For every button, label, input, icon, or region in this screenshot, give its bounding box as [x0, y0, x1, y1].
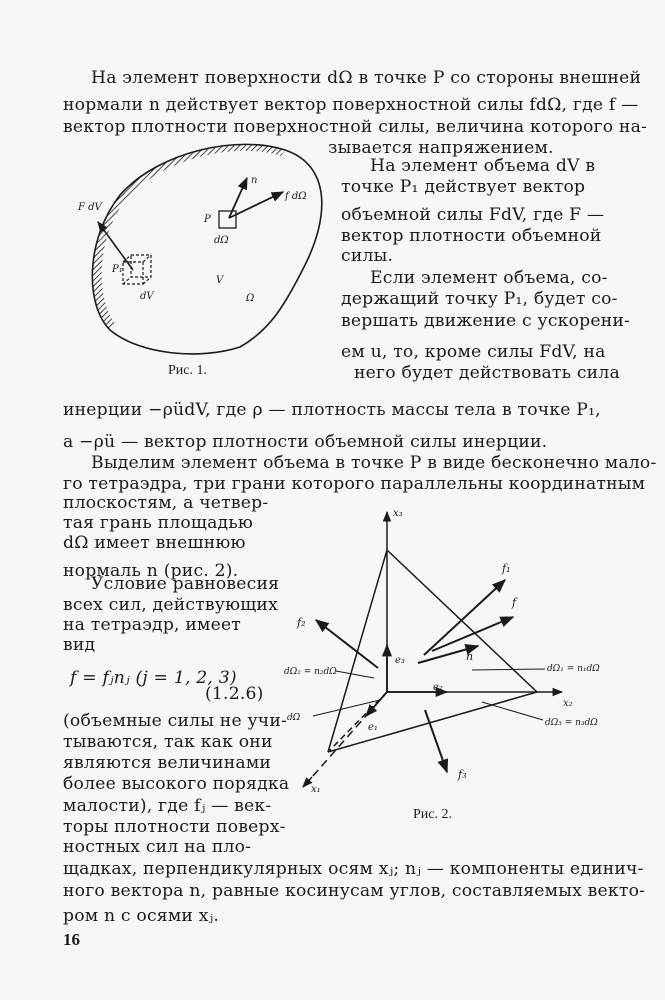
text-line-26: вид	[63, 635, 96, 655]
fig2-label-e2: e₂	[433, 682, 443, 693]
fig2-label-domega2: dΩ₂ = n₂dΩ	[284, 667, 337, 677]
volume-element	[123, 255, 151, 284]
text-line-31: малости), где fⱼ — век-	[63, 796, 272, 816]
fig2-label-e3: e₃	[395, 655, 405, 666]
text-line-21: dΩ имеет внешнюю	[63, 533, 246, 553]
fig2-label-n: n	[466, 650, 474, 663]
vector-f1	[424, 580, 505, 655]
text-line-9: силы.	[341, 246, 394, 266]
text-line-13: ем u, то, кроме силы FdV, на	[341, 342, 606, 362]
text-line-30: более высокого порядка	[63, 774, 290, 794]
fig1-label-n: n	[251, 175, 258, 186]
text-line-10: Если элемент объема, со-	[370, 268, 608, 288]
fig2-label-x3: x₃	[393, 508, 403, 519]
fig2-label-f: f	[512, 596, 517, 609]
text-line-8: вектор плотности объемной	[341, 226, 602, 246]
normal-vector	[229, 178, 247, 218]
fig1-label-dv: dV	[140, 291, 154, 302]
text-line-19: плоскостям, а четвер-	[63, 493, 269, 513]
text-line-12: вершать движение с ускорени-	[341, 311, 631, 331]
text-line-29: являются величинами	[63, 753, 272, 773]
fig1-caption: Рис. 1.	[168, 363, 207, 378]
fig2-label-domega3: dΩ₃ = n₃dΩ	[545, 718, 598, 728]
edge-bottom	[328, 692, 537, 752]
text-line-15: инерции −ρüdV, где ρ — плотность массы тела в точке P₁,	[63, 400, 601, 420]
fig1-label-domega: dΩ	[214, 235, 229, 246]
fig2-label-f1: f₁	[502, 562, 511, 575]
fig1-label-fdv: F dV	[78, 202, 102, 213]
text-line-5: На элемент объема dV в	[370, 156, 596, 176]
body-outline	[92, 144, 321, 354]
fig2-label-domega1: dΩ₁ = n₁dΩ	[547, 664, 600, 674]
formula-1-2-6: f = fⱼnⱼ (j = 1, 2, 3)	[70, 668, 237, 688]
fig2-label-f3: f₃	[458, 768, 467, 781]
fig1-label-v: V	[216, 275, 224, 286]
text-line-6: точке P₁ действует вектор	[341, 177, 586, 197]
text-line-7: объемной силы FdV, где F —	[341, 205, 605, 225]
fig1-label-fdomega: f dΩ	[285, 191, 307, 202]
text-line-24: всех сил, действующих	[63, 595, 278, 615]
fig1-label-p1: P₁	[112, 264, 123, 275]
surface-force-vector	[229, 192, 283, 218]
text-line-25: на тетраэдр, имеет	[63, 615, 242, 635]
text-line-22: нормаль n (рис. 2).	[63, 561, 239, 581]
fig2-label-x1: x₁	[311, 784, 321, 795]
fig2-label-f2: f₂	[297, 616, 306, 629]
text-line-14: него будет действовать сила	[354, 363, 620, 383]
text-line-27: (объемные силы не учи-	[63, 711, 288, 731]
text-line-36: ром n с осями xⱼ.	[63, 906, 220, 926]
unit-vector-e1	[366, 692, 387, 716]
text-line-18: го тетраэдра, три грани которого параллельны координатным	[63, 474, 646, 494]
hatched-boundary	[92, 144, 285, 330]
text-line-11: держащий точку P₁, будет со-	[341, 289, 618, 309]
text-line-20: тая грань площадью	[63, 513, 254, 533]
text-line-17: Выделим элемент объема в точке P в виде бесконечно мало-	[91, 453, 657, 473]
text-line-2: нормали n действует вектор поверхностной силы fdΩ, где f —	[63, 95, 639, 115]
fig1-label-omega: Ω	[246, 293, 255, 304]
text-line-32: торы плотности поверх-	[63, 817, 286, 837]
text-line-23: Условие равновесия	[91, 574, 280, 594]
fig2-label-x2: x₂	[563, 698, 573, 709]
text-line-28: тываются, так как они	[63, 732, 273, 752]
page-number: 16	[63, 930, 80, 949]
fig1-label-p: P	[204, 214, 211, 225]
surface-element-square	[219, 211, 236, 228]
figure-2	[303, 512, 562, 787]
text-line-1: На элемент поверхности dΩ в точке P со стороны внешней	[91, 68, 642, 88]
text-line-34: щадках, перпендикулярных осям xⱼ; nⱼ — компоненты единич-	[63, 859, 644, 879]
vector-f	[432, 617, 513, 651]
vector-f2	[316, 620, 378, 668]
fig2-label-domega: dΩ	[287, 713, 301, 723]
fig2-label-e1: e₁	[368, 722, 378, 733]
text-line-16: а −ρü — вектор плотности объемной силы инерции.	[63, 432, 548, 452]
fig2-caption: Рис. 2.	[413, 807, 452, 822]
text-line-33: ностных сил на пло-	[63, 837, 252, 857]
text-line-35: ного вектора n, равные косинусам углов, составляемых векто-	[63, 881, 646, 901]
text-line-4: зывается напряжением.	[328, 138, 554, 158]
text-line-3: вектор плотности поверхностной силы, величина которого на-	[63, 117, 648, 137]
equation-number: (1.2.6)	[205, 684, 264, 704]
leader-lines	[313, 669, 545, 720]
